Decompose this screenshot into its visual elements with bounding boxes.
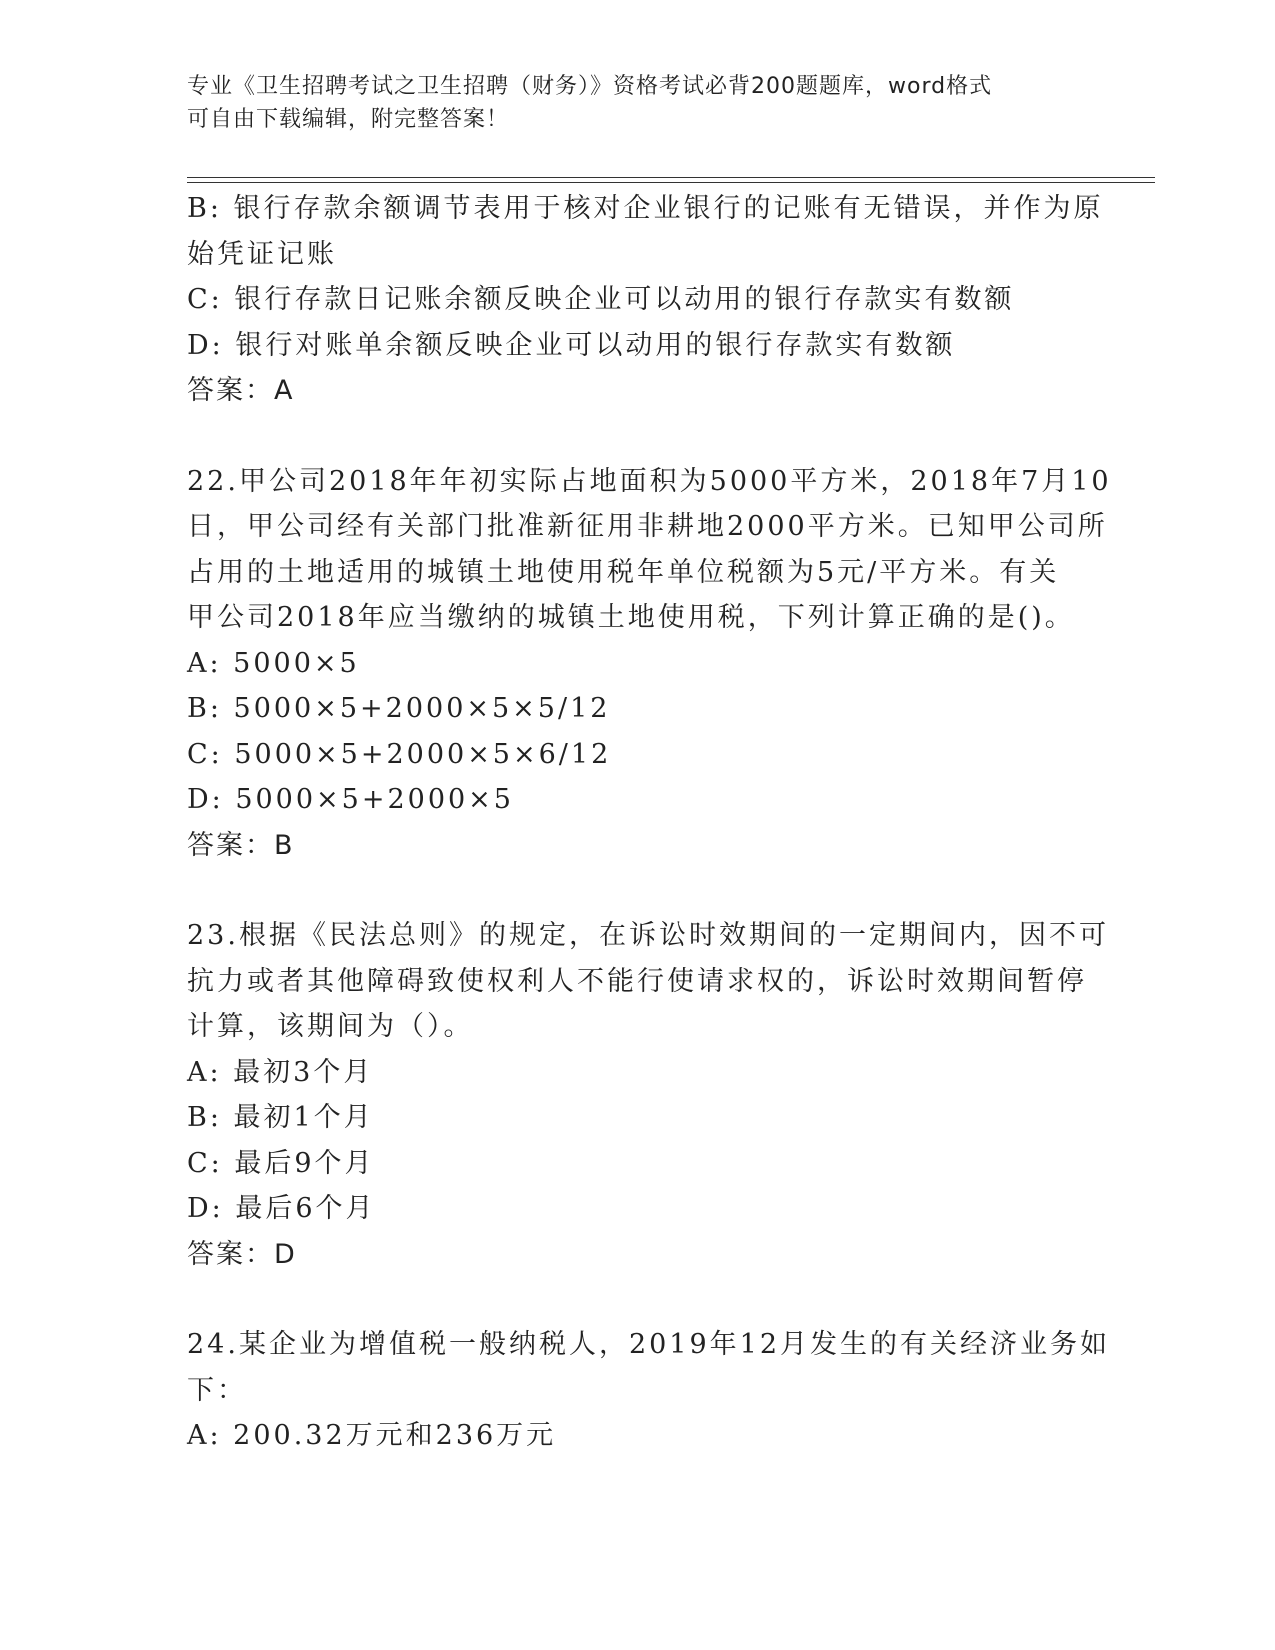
q22-answer: 答案：B: [187, 829, 295, 861]
q24-stem-line-1: 24.某企业为增值税一般纳税人，2019年12月发生的有关经济业务如: [187, 1329, 1111, 1360]
header-divider-top: [187, 177, 1155, 178]
q23-option-c: C: 最后9个月: [187, 1147, 375, 1179]
q22-stem-line-2: 日，甲公司经有关部门批准新征用非耕地2000平方米。已知甲公司所: [187, 511, 1108, 542]
q21-option-b-line-1: B: 银行存款余额调节表用于核对企业银行的记账有无错误，并作为原: [187, 193, 1104, 224]
spacer: [187, 868, 1087, 913]
q23-option-b: B: 最初1个月: [187, 1102, 374, 1133]
q24-option-a: A: 200.32万元和236万元: [187, 1420, 557, 1451]
question-24-block: [187, 1322, 1111, 1459]
q23-stem-line-1: 23.根据《民法总则》的规定，在诉讼时效期间的一定期间内，因不可: [187, 920, 1109, 951]
q22-stem-line-3: 占用的土地适用的城镇土地使用税年单位税额为5元/平方米。有关: [187, 556, 1060, 588]
q23-stem-line-2: 抗力或者其他障碍致使权利人不能行使请求权的，诉讼时效期间暂停: [187, 965, 1087, 997]
q23-option-d: D: 最后6个月: [187, 1193, 376, 1224]
q21-option-d: D: 银行对账单余额反映企业可以动用的银行存款实有数额: [187, 329, 956, 361]
question-21-block: [187, 186, 1104, 414]
header-divider-bottom: [187, 182, 1155, 183]
header-line-2: 可自由下载编辑，附完整答案！: [187, 107, 510, 132]
q22-option-b: B: 5000×5+2000×5×5/12: [187, 693, 611, 724]
header-line-1: 专业《卫生招聘考试之卫生招聘（财务）》资格考试必背200题题库，word格式: [187, 74, 993, 99]
q22-stem-line-1: 22.甲公司2018年年初实际占地面积为5000平方米，2018年7月10: [187, 465, 1112, 497]
q22-option-d: D: 5000×5+2000×5: [187, 784, 514, 815]
q23-option-a: A: 最初3个月: [187, 1056, 374, 1088]
q23-stem-line-3: 计算，该期间为（）。: [187, 1011, 474, 1042]
q21-option-b-line-2: 始凭证记账: [187, 238, 337, 270]
question-23-block: [187, 913, 1109, 1277]
q21-option-c: C: 银行存款日记账余额反映企业可以动用的银行存款实有数额: [187, 284, 1015, 315]
q21-answer: 答案：A: [187, 375, 295, 406]
q22-option-a: A: 5000×5: [187, 647, 360, 679]
q22-option-c: C: 5000×5+2000×5×6/12: [187, 738, 612, 770]
spacer: [187, 414, 1087, 459]
document-body: [187, 186, 1112, 1459]
q24-stem-line-2: 下：: [187, 1374, 247, 1406]
q22-stem-line-4: 甲公司2018年应当缴纳的城镇土地使用税，下列计算正确的是()。: [187, 602, 1075, 633]
spacer: [187, 1277, 1087, 1322]
document-header: [187, 70, 1067, 136]
question-22-block: [187, 459, 1112, 869]
q23-answer: 答案：D: [187, 1238, 297, 1270]
